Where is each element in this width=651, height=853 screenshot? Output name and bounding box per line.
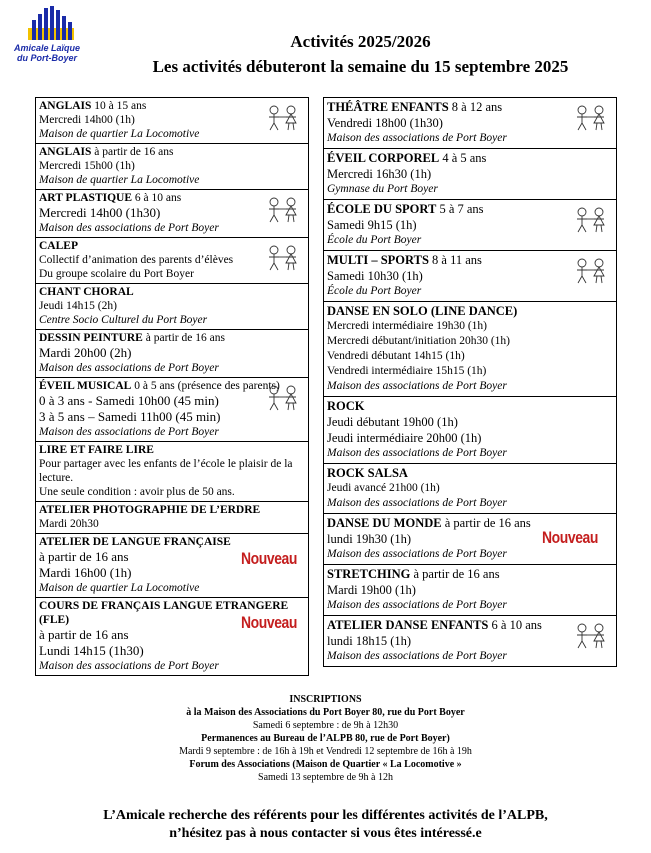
activity-title: DANSE DU MONDE xyxy=(327,516,442,530)
activity-heading xyxy=(39,285,305,299)
activity-detail: Mardi 20h00 (2h) xyxy=(39,345,132,360)
activity-detail: Jeudi débutant 19h00 (1h) xyxy=(327,415,458,429)
activity-box xyxy=(324,565,616,616)
activity-heading xyxy=(39,535,305,549)
activity-detail: Samedi 10h30 (1h) xyxy=(327,269,423,283)
inscriptions-line5: Forum des Associations (Maison de Quartier « La Locomotive » xyxy=(189,759,462,770)
activity-title: ROCK SALSA xyxy=(327,466,408,480)
activity-place: Maison des associations de Port Boyer xyxy=(327,132,507,144)
activity-title: CHANT CHORAL xyxy=(39,286,134,298)
activity-age: à partir de 16 ans xyxy=(441,516,531,530)
activity-title: CALEP xyxy=(39,240,78,252)
activity-detail: Mercredi 14h00 (1h) xyxy=(39,114,135,126)
children-icon xyxy=(264,384,302,412)
activity-age: à partir de 16 ans xyxy=(91,146,174,158)
activity-box xyxy=(36,190,308,238)
activity-heading xyxy=(327,150,613,166)
activity-title: THÉÂTRE ENFANTS xyxy=(327,100,449,114)
activity-place: Maison des associations de Port Boyer xyxy=(327,599,507,611)
activity-detail: à partir de 16 ans xyxy=(39,549,129,564)
activity-detail: Mercredi intermédiaire 19h30 (1h) xyxy=(327,320,487,332)
left-column xyxy=(35,97,309,676)
activity-age: 6 à 10 ans xyxy=(132,192,182,204)
activity-title: ROCK xyxy=(327,399,365,413)
activity-box xyxy=(324,464,616,514)
inscriptions-line4: Mardi 9 septembre : de 16h à 19h et Vendredi 12 septembre de 16h à 19h xyxy=(179,746,472,757)
activity-heading xyxy=(327,252,613,268)
activity-detail: Jeudi 14h15 (2h) xyxy=(39,300,117,312)
activity-heading xyxy=(327,617,613,633)
children-icon xyxy=(572,257,610,285)
activity-detail: 0 à 3 ans - Samedi 10h00 (45 min) xyxy=(39,393,219,408)
activity-box xyxy=(324,302,616,397)
inscriptions-line3: Permanences au Bureau de l’ALPB 80, rue de Port Boyer) xyxy=(201,733,450,744)
activity-title: ATELIER PHOTOGRAPHIE DE L’ERDRE xyxy=(39,504,261,516)
activity-box xyxy=(324,251,616,302)
activity-detail: lundi 18h15 (1h) xyxy=(327,634,412,648)
activity-place: Maison des associations de Port Boyer xyxy=(327,447,507,459)
children-icon xyxy=(572,104,610,132)
activity-age: à partir de 16 ans xyxy=(410,567,500,581)
activity-box xyxy=(36,98,308,144)
activity-place: Maison de quartier La Locomotive xyxy=(39,174,200,186)
activity-heading xyxy=(39,443,305,457)
activity-detail: Mardi 20h30 xyxy=(39,518,99,530)
activity-box xyxy=(324,616,616,666)
children-icon xyxy=(264,244,302,272)
activity-detail: Vendredi 18h00 (1h30) xyxy=(327,116,443,130)
activity-age: 10 à 15 ans xyxy=(91,100,147,112)
activity-title: MULTI – SPORTS xyxy=(327,253,429,267)
right-column xyxy=(323,97,617,667)
activity-age: 4 à 5 ans xyxy=(439,151,487,165)
activity-detail: Mercredi 15h00 (1h) xyxy=(39,160,135,172)
activity-detail: à partir de 16 ans xyxy=(39,627,129,642)
nouveau-badge: Nouveau xyxy=(241,613,298,632)
activity-title: COURS DE FRANÇAIS LANGUE ETRANGERE (FLE) xyxy=(39,600,289,626)
activity-place: Maison des associations de Port Boyer xyxy=(327,650,507,662)
activity-age: 8 à 12 ans xyxy=(448,100,503,114)
activity-detail: Lundi 14h15 (1h30) xyxy=(39,643,144,658)
activity-detail: 3 à 5 ans – Samedi 11h00 (45 min) xyxy=(39,409,221,424)
activity-heading xyxy=(327,465,613,481)
logo-line2: du Port-Boyer xyxy=(16,53,77,63)
inscriptions xyxy=(0,693,651,784)
activity-box xyxy=(324,98,616,149)
activity-heading xyxy=(39,145,305,159)
children-icon xyxy=(264,196,302,224)
activity-title: ATELIER DE LANGUE FRANÇAISE xyxy=(39,536,231,548)
activity-age: à partir de 16 ans xyxy=(142,332,225,344)
children-icon xyxy=(572,622,610,650)
activity-detail: lundi 19h30 (1h) xyxy=(327,532,412,546)
activity-box xyxy=(36,330,308,378)
activity-detail: Collectif d’animation des parents d’élèves xyxy=(39,254,234,266)
activity-place: Maison des associations de Port Boyer xyxy=(39,426,219,438)
footer-line1: L’Amicale recherche des référents pour les différentes activités de l’ALPB, xyxy=(103,808,548,823)
activity-title: ÉVEIL MUSICAL xyxy=(39,380,132,392)
activity-heading xyxy=(327,99,613,115)
activity-title: ANGLAIS xyxy=(39,146,92,158)
activity-title: DESSIN PEINTURE xyxy=(39,332,143,344)
activity-heading xyxy=(327,398,613,414)
activity-detail: Du groupe scolaire du Port Boyer xyxy=(39,268,194,280)
activity-title: ANGLAIS xyxy=(39,100,92,112)
activity-age: 0 à 5 ans (présence des parents) xyxy=(131,380,280,392)
inscriptions-line6: Samedi 13 septembre de 9h à 12h xyxy=(258,772,393,783)
activity-title: DANSE EN SOLO (LINE DANCE) xyxy=(327,304,518,318)
activity-detail: Pour partager avec les enfants de l’école le plaisir de la lecture. xyxy=(39,458,293,484)
activity-heading xyxy=(327,201,613,217)
activity-place: Centre Socio Culturel du Port Boyer xyxy=(39,314,208,326)
activity-detail: Jeudi intermédiaire 20h00 (1h) xyxy=(327,431,482,445)
activity-box xyxy=(36,442,308,502)
activity-detail: Mercredi débutant/initiation 20h30 (1h) xyxy=(327,335,510,347)
activity-place: École du Port Boyer xyxy=(327,234,422,246)
activity-place: Maison de quartier La Locomotive xyxy=(39,128,200,140)
activity-title: LIRE ET FAIRE LIRE xyxy=(39,444,154,456)
activity-detail: Samedi 9h15 (1h) xyxy=(327,218,417,232)
inscriptions-line1: à la Maison des Associations du Port Boyer 80, rue du Port Boyer xyxy=(186,707,465,718)
page-subtitle: Les activités débuteront la semaine du 15 septembre 2025 xyxy=(152,57,569,76)
activity-place: École du Port Boyer xyxy=(327,285,422,297)
nouveau-badge: Nouveau xyxy=(542,528,599,547)
activity-box xyxy=(36,238,308,284)
activity-detail: Une seule condition : avoir plus de 50 ans. xyxy=(39,486,235,498)
activity-place: Maison des associations de Port Boyer xyxy=(327,380,507,392)
activity-heading xyxy=(39,331,305,345)
activity-box xyxy=(36,378,308,442)
activity-detail: Jeudi avancé 21h00 (1h) xyxy=(327,482,440,494)
activity-box xyxy=(36,284,308,330)
activity-place: Maison des associations de Port Boyer xyxy=(327,548,507,560)
activity-place: Maison des associations de Port Boyer xyxy=(327,497,507,509)
activity-place: Maison des associations de Port Boyer xyxy=(39,660,219,672)
activity-detail: Mercredi 14h00 (1h30) xyxy=(39,205,161,220)
activity-detail: Mercredi 16h30 (1h) xyxy=(327,167,432,181)
activity-title: ATELIER DANSE ENFANTS xyxy=(327,618,489,632)
page-title: Activités 2025/2026 xyxy=(290,32,431,51)
activity-box xyxy=(324,200,616,251)
activity-detail: Mardi 19h00 (1h) xyxy=(327,583,416,597)
activity-box xyxy=(324,149,616,200)
activity-box xyxy=(324,397,616,464)
activity-box xyxy=(36,144,308,190)
activity-detail: Vendredi intermédiaire 15h15 (1h) xyxy=(327,365,487,377)
activity-detail: Mardi 16h00 (1h) xyxy=(39,565,132,580)
activity-heading xyxy=(327,566,613,582)
activity-box xyxy=(36,598,308,675)
children-icon xyxy=(264,104,302,132)
activity-place: Maison de quartier La Locomotive xyxy=(39,582,200,594)
footer-line2: n’hésitez pas à nous contacter si vous êtes intéressé.e xyxy=(169,826,482,841)
activity-title: ÉVEIL CORPOREL xyxy=(327,151,440,165)
activity-age: 8 à 11 ans xyxy=(428,253,482,267)
activity-box xyxy=(36,534,308,598)
activity-title: ÉCOLE DU SPORT xyxy=(327,202,437,216)
activity-place: Maison des associations de Port Boyer xyxy=(39,222,219,234)
activity-title: ART PLASTIQUE xyxy=(39,192,133,204)
activity-detail: Vendredi débutant 14h15 (1h) xyxy=(327,350,465,362)
children-icon xyxy=(572,206,610,234)
activity-title: STRETCHING xyxy=(327,567,411,581)
activity-box xyxy=(324,514,616,565)
activity-age: 6 à 10 ans xyxy=(488,618,542,632)
logo-line1: Amicale Laïque xyxy=(13,43,81,53)
nouveau-badge: Nouveau xyxy=(241,549,298,568)
activity-box xyxy=(36,502,308,534)
activity-heading xyxy=(39,503,305,517)
activity-place: Gymnase du Port Boyer xyxy=(327,183,438,195)
activity-place: Maison des associations de Port Boyer xyxy=(39,362,219,374)
inscriptions-line2: Samedi 6 septembre : de 9h à 12h30 xyxy=(252,720,399,731)
activity-heading xyxy=(327,303,613,319)
footer xyxy=(0,807,651,843)
activity-age: 5 à 7 ans xyxy=(436,202,484,216)
inscriptions-title: INSCRIPTIONS xyxy=(289,694,362,705)
